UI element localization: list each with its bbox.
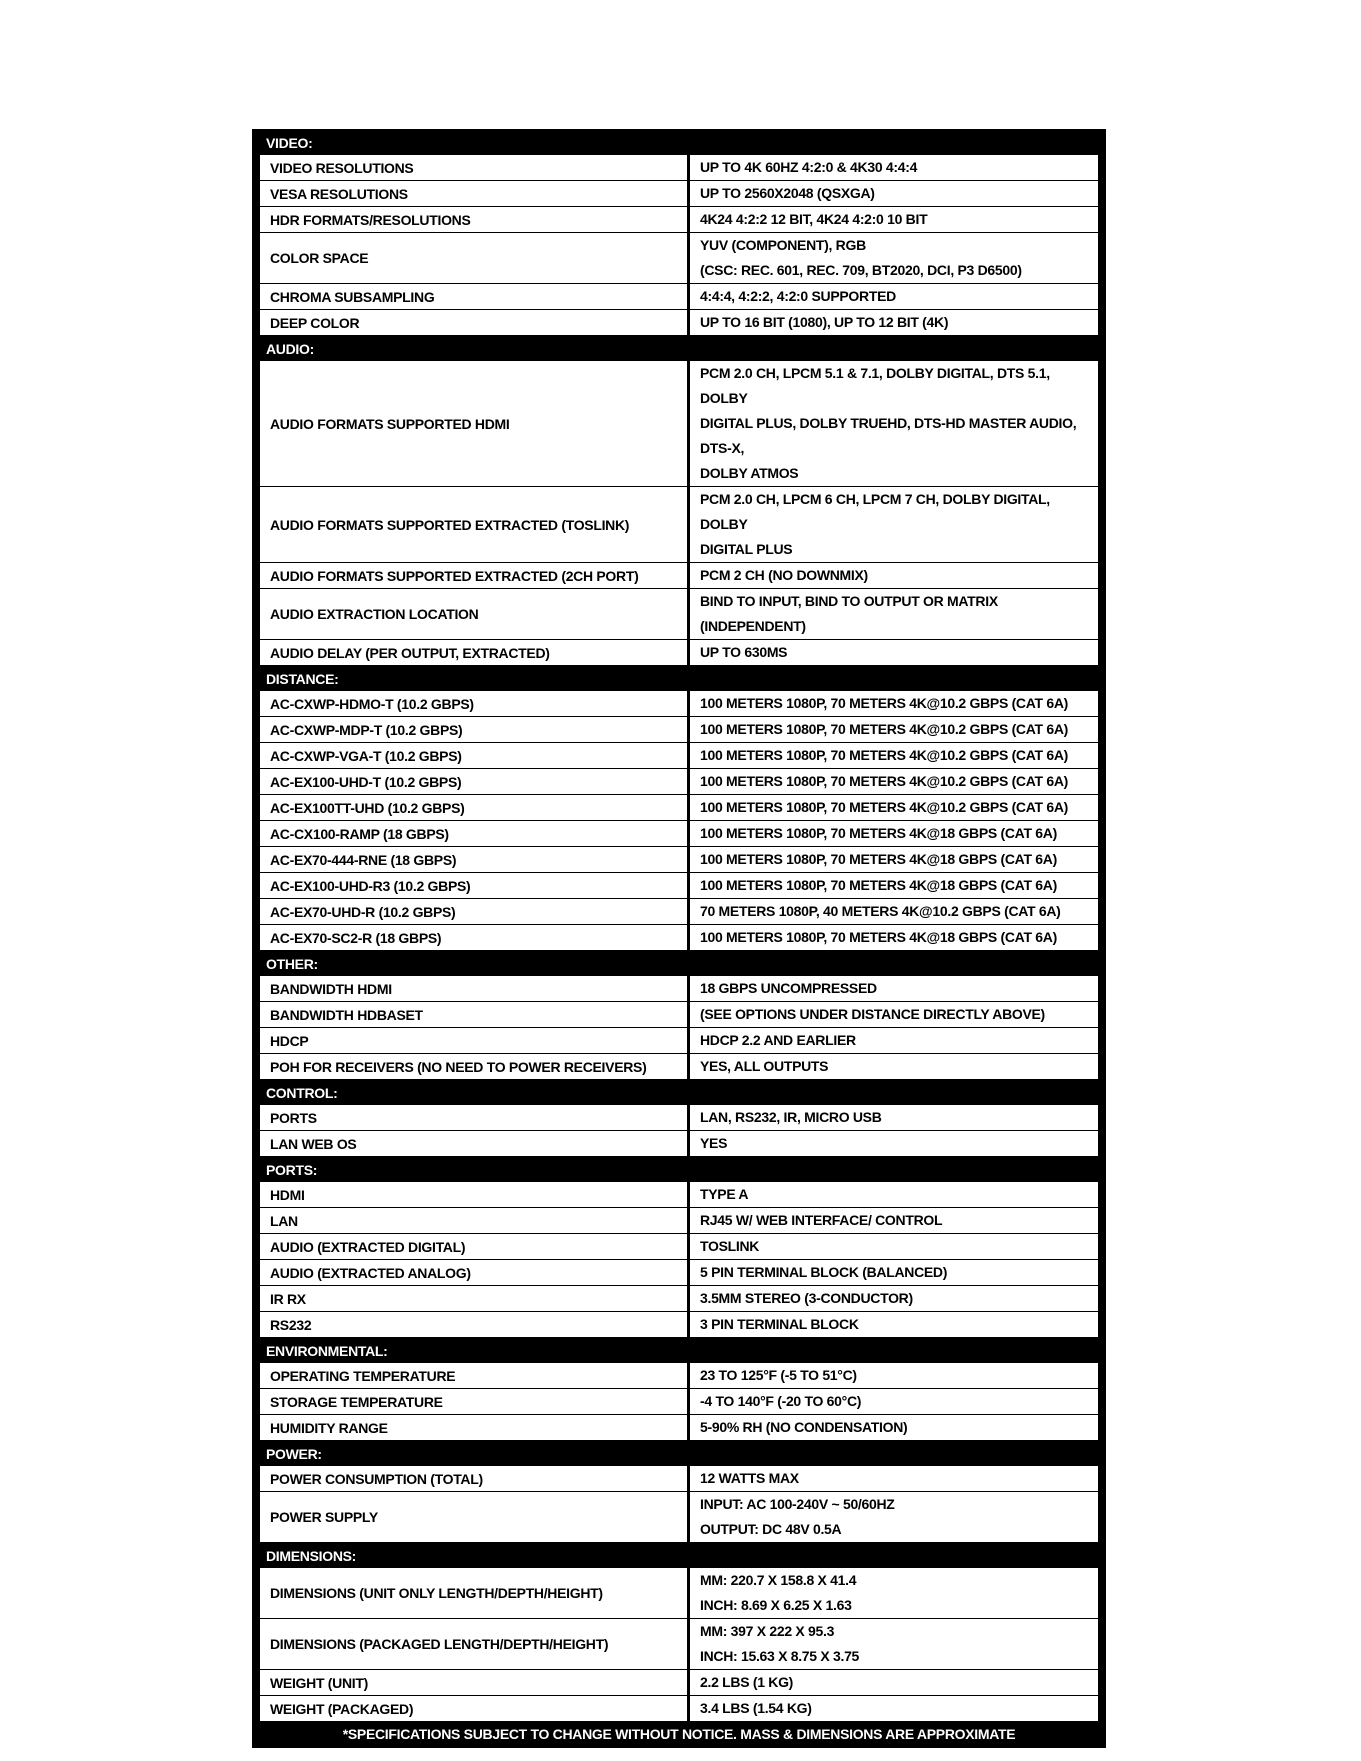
- spec-row: [260, 283, 1098, 309]
- spec-value-line: HDCP 2.2 AND EARLIER: [700, 1032, 856, 1048]
- spec-label: DIMENSIONS (UNIT ONLY LENGTH/DEPTH/HEIGHT): [260, 1568, 690, 1618]
- spec-footer-note: *SPECIFICATIONS SUBJECT TO CHANGE WITHOUT NOTICE. MASS & DIMENSIONS ARE APPROXIMATE: [342, 1726, 1016, 1742]
- spec-value: [690, 1002, 1098, 1027]
- spec-value-line: PCM 2.0 CH, LPCM 6 CH, LPCM 7 CH, DOLBY DIGITAL, DOLBY: [700, 491, 1050, 532]
- spec-label: POWER CONSUMPTION (TOTAL): [260, 1466, 690, 1491]
- spec-value-line: TOSLINK: [700, 1238, 760, 1254]
- spec-label: PORTS: [260, 1105, 690, 1130]
- spec-value: [690, 1492, 1098, 1542]
- spec-value: [690, 1389, 1098, 1414]
- spec-row: [260, 1105, 1098, 1130]
- spec-label: POH FOR RECEIVERS (NO NEED TO POWER RECEIVERS): [260, 1054, 690, 1079]
- spec-value-line: -4 TO 140°F (-20 TO 60°C): [700, 1393, 862, 1409]
- spec-value-line: UP TO 630MS: [700, 644, 788, 660]
- spec-label: AUDIO FORMATS SUPPORTED HDMI: [260, 361, 690, 486]
- spec-label: AUDIO DELAY (PER OUTPUT, EXTRACTED): [260, 640, 690, 665]
- spec-value: [690, 899, 1098, 924]
- spec-label: VESA RESOLUTIONS: [260, 181, 690, 206]
- section-header: PORTS:: [266, 1162, 318, 1178]
- spec-value-line: 100 METERS 1080P, 70 METERS 4K@10.2 GBPS (CAT 6A): [700, 695, 1069, 711]
- spec-row: [260, 1669, 1098, 1695]
- spec-value: [690, 873, 1098, 898]
- spec-value-line: UP TO 16 BIT (1080), UP TO 12 BIT (4K): [700, 314, 949, 330]
- spec-label: AC-CXWP-MDP-T (10.2 GBPS): [260, 717, 690, 742]
- spec-value: [690, 1466, 1098, 1491]
- spec-value: [690, 1696, 1098, 1721]
- spec-row: [260, 155, 1098, 180]
- spec-value: [690, 1234, 1098, 1259]
- spec-row: [260, 1618, 1098, 1669]
- spec-row: [260, 1233, 1098, 1259]
- spec-value-line: 100 METERS 1080P, 70 METERS 4K@18 GBPS (CAT 6A): [700, 929, 1057, 945]
- spec-row: [260, 1466, 1098, 1491]
- spec-row: [260, 1568, 1098, 1618]
- spec-value-line: 23 TO 125°F (-5 TO 51°C): [700, 1367, 857, 1383]
- spec-value: [690, 284, 1098, 309]
- spec-row: [260, 1285, 1098, 1311]
- spec-value-line: LAN, RS232, IR, MICRO USB: [700, 1109, 882, 1125]
- spec-label: IR RX: [260, 1286, 690, 1311]
- spec-row: [260, 1001, 1098, 1027]
- spec-value-line: 3.5MM STEREO (3-CONDUCTOR): [700, 1290, 913, 1306]
- spec-row: [260, 846, 1098, 872]
- spec-row: [260, 206, 1098, 232]
- spec-row: [260, 562, 1098, 588]
- spec-value-line: 100 METERS 1080P, 70 METERS 4K@10.2 GBPS (CAT 6A): [700, 721, 1069, 737]
- spec-label: LAN WEB OS: [260, 1131, 690, 1156]
- spec-label: DEEP COLOR: [260, 310, 690, 335]
- spec-row: [260, 1311, 1098, 1337]
- spec-value: [690, 821, 1098, 846]
- section-header: CONTROL:: [266, 1085, 338, 1101]
- spec-label: HDCP: [260, 1028, 690, 1053]
- spec-row: [260, 232, 1098, 283]
- section-header: VIDEO:: [266, 135, 313, 151]
- spec-value-line: DOLBY ATMOS: [700, 465, 799, 481]
- spec-value-line: 4K24 4:2:2 12 BIT, 4K24 4:2:0 10 BIT: [700, 211, 928, 227]
- spec-value: [690, 181, 1098, 206]
- spec-row: [260, 1414, 1098, 1440]
- spec-row: [260, 1491, 1098, 1542]
- spec-row: [260, 768, 1098, 794]
- spec-value: [690, 361, 1098, 486]
- spec-value-line: UP TO 2560X2048 (QSXGA): [700, 185, 875, 201]
- spec-label: AC-CXWP-VGA-T (10.2 GBPS): [260, 743, 690, 768]
- spec-label: BANDWIDTH HDMI: [260, 976, 690, 1001]
- spec-row: [260, 1207, 1098, 1233]
- spec-label: AC-EX70-SC2-R (18 GBPS): [260, 925, 690, 950]
- spec-value: [690, 847, 1098, 872]
- spec-value: [690, 1619, 1098, 1669]
- spec-row: [260, 924, 1098, 950]
- spec-value-line: BIND TO INPUT, BIND TO OUTPUT OR MATRIX (INDEPENDENT): [700, 593, 998, 634]
- spec-label: AC-EX70-444-RNE (18 GBPS): [260, 847, 690, 872]
- spec-value: [690, 589, 1098, 639]
- spec-value-line: TYPE A: [700, 1186, 749, 1202]
- spec-value-line: 100 METERS 1080P, 70 METERS 4K@18 GBPS (CAT 6A): [700, 877, 1057, 893]
- spec-value: [690, 1105, 1098, 1130]
- spec-value: [690, 233, 1098, 283]
- spec-value-line: OUTPUT: DC 48V 0.5A: [700, 1521, 842, 1537]
- spec-value: [690, 769, 1098, 794]
- spec-label: WEIGHT (PACKAGED): [260, 1696, 690, 1721]
- spec-value-line: INCH: 15.63 X 8.75 X 3.75: [700, 1648, 860, 1664]
- spec-row: [260, 691, 1098, 716]
- spec-value-line: 3 PIN TERMINAL BLOCK: [700, 1316, 859, 1332]
- spec-value-line: 4:4:4, 4:2:2, 4:2:0 SUPPORTED: [700, 288, 896, 304]
- spec-row: [260, 794, 1098, 820]
- spec-value-line: 100 METERS 1080P, 70 METERS 4K@10.2 GBPS (CAT 6A): [700, 773, 1069, 789]
- spec-label: HUMIDITY RANGE: [260, 1415, 690, 1440]
- spec-value: [690, 1260, 1098, 1285]
- spec-label: AUDIO FORMATS SUPPORTED EXTRACTED (2CH PORT): [260, 563, 690, 588]
- spec-row: [260, 1259, 1098, 1285]
- spec-label: HDR FORMATS/RESOLUTIONS: [260, 207, 690, 232]
- spec-value: [690, 1312, 1098, 1337]
- spec-row: [260, 1695, 1098, 1721]
- spec-value-line: YES: [700, 1135, 728, 1151]
- spec-row: [260, 716, 1098, 742]
- spec-sections: [260, 129, 1098, 1721]
- spec-value-line: PCM 2 CH (NO DOWNMIX): [700, 567, 868, 583]
- spec-value-line: INCH: 8.69 X 6.25 X 1.63: [700, 1597, 852, 1613]
- spec-value-line: 18 GBPS UNCOMPRESSED: [700, 980, 877, 996]
- spec-row: [260, 1027, 1098, 1053]
- spec-value: [690, 925, 1098, 950]
- spec-row: [260, 588, 1098, 639]
- spec-row: [260, 1388, 1098, 1414]
- spec-value: [690, 1670, 1098, 1695]
- spec-value: [690, 717, 1098, 742]
- section-header: OTHER:: [266, 956, 318, 972]
- spec-value-line: PCM 2.0 CH, LPCM 5.1 & 7.1, DOLBY DIGITAL, DTS 5.1, DOLBY: [700, 365, 1050, 406]
- spec-value-line: 5-90% RH (NO CONDENSATION): [700, 1419, 908, 1435]
- spec-value-line: 70 METERS 1080P, 40 METERS 4K@10.2 GBPS (CAT 6A): [700, 903, 1061, 919]
- spec-value-line: INPUT: AC 100-240V ~ 50/60HZ: [700, 1496, 895, 1512]
- spec-label: POWER SUPPLY: [260, 1492, 690, 1542]
- spec-label: VIDEO RESOLUTIONS: [260, 155, 690, 180]
- spec-row: [260, 898, 1098, 924]
- spec-value: [690, 1363, 1098, 1388]
- spec-value: [690, 691, 1098, 716]
- section-header: AUDIO:: [266, 341, 314, 357]
- spec-label: HDMI: [260, 1182, 690, 1207]
- spec-value: [690, 310, 1098, 335]
- spec-label: AC-EX100-UHD-R3 (10.2 GBPS): [260, 873, 690, 898]
- spec-row: [260, 361, 1098, 486]
- spec-label: AUDIO EXTRACTION LOCATION: [260, 589, 690, 639]
- spec-value-line: 3.4 LBS (1.54 KG): [700, 1700, 812, 1716]
- spec-value: [690, 155, 1098, 180]
- spec-value: [690, 795, 1098, 820]
- spec-label: AC-CXWP-HDMO-T (10.2 GBPS): [260, 691, 690, 716]
- spec-value: [690, 1054, 1098, 1079]
- spec-value: [690, 640, 1098, 665]
- spec-row: [260, 1363, 1098, 1388]
- section-header: POWER:: [266, 1446, 322, 1462]
- spec-value-line: UP TO 4K 60HZ 4:2:0 & 4K30 4:4:4: [700, 159, 918, 175]
- spec-label: AC-EX100-UHD-T (10.2 GBPS): [260, 769, 690, 794]
- spec-value-line: YUV (COMPONENT), RGB: [700, 237, 866, 253]
- spec-value-line: (SEE OPTIONS UNDER DISTANCE DIRECTLY ABOVE): [700, 1006, 1045, 1022]
- spec-value: [690, 207, 1098, 232]
- spec-label: AC-EX70-UHD-R (10.2 GBPS): [260, 899, 690, 924]
- spec-value-line: 100 METERS 1080P, 70 METERS 4K@18 GBPS (CAT 6A): [700, 851, 1057, 867]
- spec-value: [690, 1415, 1098, 1440]
- spec-value-line: 100 METERS 1080P, 70 METERS 4K@10.2 GBPS (CAT 6A): [700, 747, 1069, 763]
- spec-value-line: (CSC: REC. 601, REC. 709, BT2020, DCI, P3 D6500): [700, 262, 1022, 278]
- spec-label: AUDIO FORMATS SUPPORTED EXTRACTED (TOSLINK): [260, 487, 690, 562]
- spec-value-line: 100 METERS 1080P, 70 METERS 4K@18 GBPS (CAT 6A): [700, 825, 1057, 841]
- spec-value-line: MM: 397 X 222 X 95.3: [700, 1623, 835, 1639]
- spec-value-line: YES, ALL OUTPUTS: [700, 1058, 829, 1074]
- spec-value-line: DIGITAL PLUS, DOLBY TRUEHD, DTS-HD MASTER AUDIO, DTS-X,: [700, 415, 1077, 456]
- spec-row: [260, 639, 1098, 665]
- section-header: ENVIRONMENTAL:: [266, 1343, 388, 1359]
- spec-value: [690, 1182, 1098, 1207]
- spec-row: [260, 1053, 1098, 1079]
- spec-row: [260, 976, 1098, 1001]
- spec-label: AC-CX100-RAMP (18 GBPS): [260, 821, 690, 846]
- spec-value-line: MM: 220.7 X 158.8 X 41.4: [700, 1572, 857, 1588]
- spec-value: [690, 1286, 1098, 1311]
- spec-label: STORAGE TEMPERATURE: [260, 1389, 690, 1414]
- spec-value: [690, 563, 1098, 588]
- spec-table: [252, 129, 1106, 1748]
- spec-row: [260, 872, 1098, 898]
- spec-value-line: 2.2 LBS (1 KG): [700, 1674, 794, 1690]
- spec-value: [690, 1208, 1098, 1233]
- spec-label: OPERATING TEMPERATURE: [260, 1363, 690, 1388]
- spec-label: RS232: [260, 1312, 690, 1337]
- spec-label: AC-EX100TT-UHD (10.2 GBPS): [260, 795, 690, 820]
- spec-value: [690, 487, 1098, 562]
- spec-row: [260, 486, 1098, 562]
- spec-value-line: 5 PIN TERMINAL BLOCK (BALANCED): [700, 1264, 948, 1280]
- spec-label: AUDIO (EXTRACTED ANALOG): [260, 1260, 690, 1285]
- spec-value: [690, 976, 1098, 1001]
- spec-row: [260, 180, 1098, 206]
- spec-value-line: 12 WATTS MAX: [700, 1470, 799, 1486]
- spec-row: [260, 1182, 1098, 1207]
- spec-value: [690, 1568, 1098, 1618]
- spec-value-line: 100 METERS 1080P, 70 METERS 4K@10.2 GBPS (CAT 6A): [700, 799, 1069, 815]
- spec-value: [690, 743, 1098, 768]
- spec-label: BANDWIDTH HDBASET: [260, 1002, 690, 1027]
- section-header: DIMENSIONS:: [266, 1548, 357, 1564]
- spec-label: CHROMA SUBSAMPLING: [260, 284, 690, 309]
- spec-value: [690, 1028, 1098, 1053]
- spec-label: LAN: [260, 1208, 690, 1233]
- spec-label: DIMENSIONS (PACKAGED LENGTH/DEPTH/HEIGHT): [260, 1619, 690, 1669]
- spec-row: [260, 742, 1098, 768]
- spec-value-line: RJ45 W/ WEB INTERFACE/ CONTROL: [700, 1212, 943, 1228]
- spec-value: [690, 1131, 1098, 1156]
- spec-row: [260, 820, 1098, 846]
- section-header: DISTANCE:: [266, 671, 339, 687]
- spec-label: AUDIO (EXTRACTED DIGITAL): [260, 1234, 690, 1259]
- spec-label: WEIGHT (UNIT): [260, 1670, 690, 1695]
- spec-value-line: DIGITAL PLUS: [700, 541, 793, 557]
- spec-row: [260, 309, 1098, 335]
- spec-label: COLOR SPACE: [260, 233, 690, 283]
- spec-row: [260, 1130, 1098, 1156]
